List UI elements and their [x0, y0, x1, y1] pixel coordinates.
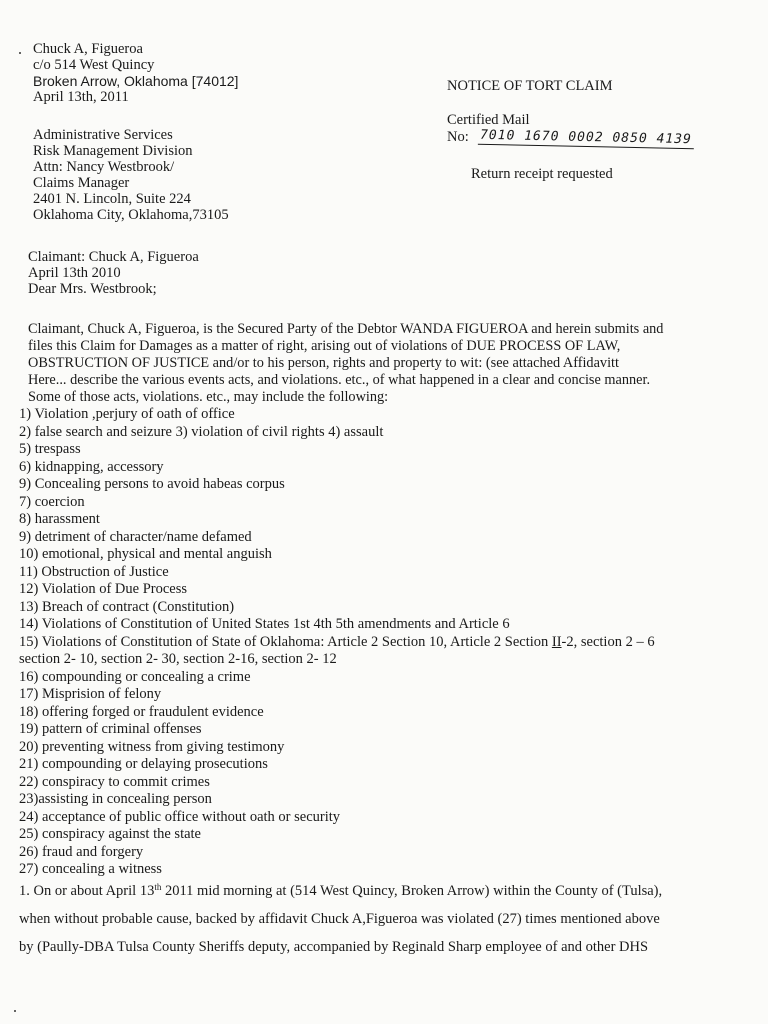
list-item: 9) detriment of character/name defamed — [19, 528, 252, 545]
narrative-line-1 — [19, 877, 662, 905]
notice-title: NOTICE OF TORT CLAIM — [447, 78, 613, 94]
sender-name: Chuck A, Figueroa — [33, 41, 143, 57]
list-item: 11) Obstruction of Justice — [19, 563, 169, 580]
list-item: 19) pattern of criminal offenses — [19, 721, 202, 737]
list-item: 10) emotional, physical and mental anguish — [19, 546, 272, 562]
list-item: 20) preventing witness from giving testimony — [19, 738, 285, 755]
list-item: 24) acceptance of public office without oath or security — [19, 808, 341, 825]
intro-line-5: Some of those acts, violations. etc., may include the following: — [28, 389, 389, 405]
list-item: 26) fraud and forgery — [19, 843, 144, 860]
list-item-15-underlined: II — [551, 633, 562, 650]
claimant-date: April 13th 2010 — [28, 265, 121, 281]
violations-list — [19, 406, 655, 879]
list-item: 22) conspiracy to commit crimes — [19, 773, 210, 790]
claimant-line: Claimant: Chuck A, Figueroa — [28, 249, 199, 265]
list-item: 7) coercion — [19, 493, 85, 510]
narrative-line-1-pre: 1. On or about April 13 — [19, 883, 155, 899]
return-receipt: Return receipt requested — [471, 166, 613, 182]
handwritten-tracking-number: 7010 1670 0002 0850 4139 — [478, 128, 694, 150]
list-item: 16) compounding or concealing a crime — [19, 668, 251, 685]
salutation: Dear Mrs. Westbrook; — [28, 281, 157, 297]
intro-line-4: Here... describe the various events acts, and violations. etc., of what happened in a clear and concise manner. — [28, 372, 651, 388]
list-item-15 — [19, 634, 655, 652]
intro-line-3: OBSTRUCTION OF JUSTICE and/or to his person, rights and property to wit: (see attached Affidavitt — [28, 355, 619, 371]
intro-line-2: files this Claim for Damages as a matter of right, arising out of violations of DUE PROCESS OF LAW, — [28, 338, 621, 354]
narrative-line-2: when without probable cause, backed by affidavit Chuck A,Figueroa was violated (27) times mentioned above — [19, 911, 660, 927]
list-item: 6) kidnapping, accessory — [19, 458, 164, 475]
certified-mail-label: Certified Mail — [447, 112, 530, 128]
list-item: 1) Violation ,perjury of oath of office — [19, 406, 235, 422]
certified-no-label: No: — [447, 129, 469, 145]
list-item: 23)assisting in concealing person — [19, 791, 212, 807]
narrative-line-1-sup: th — [154, 882, 162, 892]
recipient-line-2: Risk Management Division — [33, 143, 193, 159]
recipient-line-5: 2401 N. Lincoln, Suite 224 — [33, 191, 191, 207]
sender-address-2: Broken Arrow, Oklahoma [74012] — [33, 73, 239, 89]
recipient-line-1: Administrative Services — [33, 127, 173, 143]
sender-address-1: c/o 514 West Quincy — [33, 57, 155, 73]
list-item: 25) conspiracy against the state — [19, 826, 201, 842]
recipient-line-4: Claims Manager — [33, 175, 130, 191]
recipient-line-3: Attn: Nancy Westbrook/ — [33, 159, 175, 175]
list-item: 18) offering forged or fraudulent evidence — [19, 703, 264, 720]
list-item: 13) Breach of contract (Constitution) — [19, 598, 235, 615]
sender-block — [33, 41, 238, 105]
claimant-block — [28, 249, 199, 297]
recipient-line-6: Oklahoma City, Oklahoma,73105 — [33, 207, 229, 223]
scan-speck — [14, 1010, 16, 1012]
intro-paragraph — [28, 321, 663, 406]
list-item-15-prefix: 15) Violations of Constitution of State of Oklahoma: Article 2 Section 10, Article 2 Section — [19, 633, 552, 650]
list-item: 2) false search and seizure 3) violation of civil rights 4) assault — [19, 423, 384, 440]
list-item: 14) Violations of Constitution of United States 1st 4th 5th amendments and Article 6 — [19, 616, 510, 632]
list-item-15-suffix: -2, section 2 – 6 — [561, 633, 655, 650]
list-item: 21) compounding or delaying prosecutions — [19, 756, 268, 772]
intro-line-1: Claimant, Chuck A, Figueroa, is the Secured Party of the Debtor WANDA FIGUEROA and herein submits and — [28, 321, 664, 337]
scan-speck — [19, 52, 21, 54]
narrative-line-1-post: 2011 mid morning at (514 West Quincy, Broken Arrow) within the County of (Tulsa), — [161, 883, 663, 899]
certified-number-row — [447, 129, 694, 147]
list-item: 8) harassment — [19, 511, 100, 527]
narrative-paragraph — [19, 877, 662, 961]
list-item: 17) Misprision of felony — [19, 686, 162, 702]
list-item: 27) concealing a witness — [19, 861, 162, 877]
list-item: 12) Violation of Due Process — [19, 581, 188, 597]
list-item: 9) Concealing persons to avoid habeas corpus — [19, 476, 285, 492]
sender-date: April 13th, 2011 — [33, 89, 129, 105]
list-item: 5) trespass — [19, 441, 81, 457]
recipient-block — [33, 127, 229, 223]
narrative-line-3: by (Paully-DBA Tulsa County Sheriffs deputy, accompanied by Reginald Sharp employee of and other DHS — [19, 939, 649, 955]
list-item-15-continuation: section 2- 10, section 2- 30, section 2-16, section 2- 12 — [19, 651, 337, 667]
